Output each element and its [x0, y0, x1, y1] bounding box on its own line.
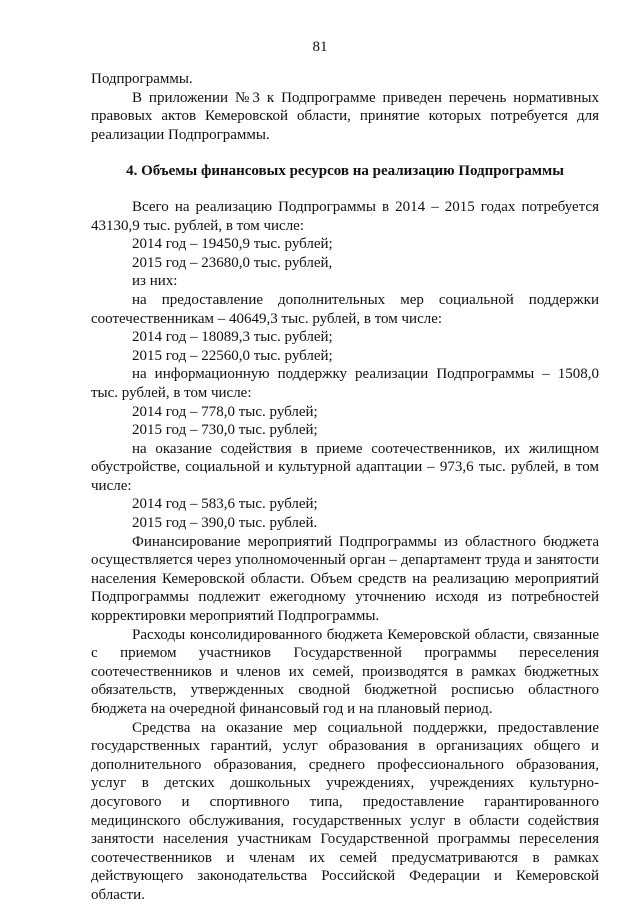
paragraph-social-support-funds: Средства на оказание мер социальной поддержки, предоставление государственных гарантий, услуг образования в организациях общего и дополнительного образования, среднего профессионального образования, услуг в детских дошкольных учреждениях, учреждениях культурно-досугового и спортивного типа, предоставление гарантированного медицинского обслуживания, государственных услуг в области содействия занятости населения участникам Государственной программы переселения соотечественников и членам их семей предусматриваются в рамках действующего законодательства Российской Федерации и Кемеровской области. [91, 719, 599, 903]
list-item-2014-total: 2014 год – 19450,9 тыс. рублей; [132, 236, 333, 253]
section-heading: 4. Объемы финансовых ресурсов на реализацию Подпрограммы [126, 163, 564, 180]
paragraph-financing: Финансирование мероприятий Подпрограммы из областного бюджета осуществляется через уполномоченный орган – департамент труда и занятости населения Кемеровской области. Объем средств на реализацию мероприятий Подпрограммы подлежит ежегодному уточнению исходя из потребностей корректировки мероприятий Подпрограммы. [91, 533, 599, 625]
paragraph-total-funding: Всего на реализацию Подпрограммы в 2014 – 2015 годах потребуется 43130,9 тыс. рублей, в том числе: [91, 198, 599, 234]
list-item-2015-total: 2015 год – 23680,0 тыс. рублей, [132, 254, 333, 271]
paragraph-consolidated-budget: Расходы консолидированного бюджета Кемеровской области, связанные с приемом участников Государственной программы переселения соотечественников и членов их семей, производятся в рамках бюджетных обязательств, утвержденных сводной бюджетной росписью областного бюджета на очередной финансовый год и на плановый период. [91, 626, 599, 717]
list-item-2014-info: 2014 год – 778,0 тыс. рублей; [132, 403, 318, 420]
list-item-2015-adaptation: 2015 год – 390,0 тыс. рублей. [132, 515, 318, 532]
list-item-2015-social: 2015 год – 22560,0 тыс. рублей; [132, 347, 333, 364]
paragraph-information-support: на информационную поддержку реализации Подпрограммы – 1508,0 тыс. рублей, в том числе: [91, 366, 599, 401]
list-item-of-which: из них: [132, 273, 178, 290]
paragraph-social-support: на предоставление дополнительных мер социальной поддержки соотечественникам – 40649,3 тыс. рублей, в том числе: [91, 291, 599, 327]
paragraph-adaptation-assistance: на оказание содействия в приеме соотечественников, их жилищном обустройстве, социальной и культурной адаптации – 973,6 тыс. рублей, в том числе: [91, 440, 599, 494]
list-item-2014-social: 2014 год – 18089,3 тыс. рублей; [132, 329, 333, 346]
paragraph-continuation: Подпрограммы. [91, 71, 193, 87]
list-item-2015-info: 2015 год – 730,0 тыс. рублей; [132, 422, 318, 439]
list-item-2014-adaptation: 2014 год – 583,6 тыс. рублей; [132, 496, 318, 513]
page-content [91, 70, 599, 905]
page-number: 81 [312, 39, 328, 55]
paragraph-appendix-reference: В приложении №3 к Подпрограмме приведен перечень нормативных правовых актов Кемеровской области, принятие которых потребуется для реализации Подпрограммы. [91, 89, 599, 143]
